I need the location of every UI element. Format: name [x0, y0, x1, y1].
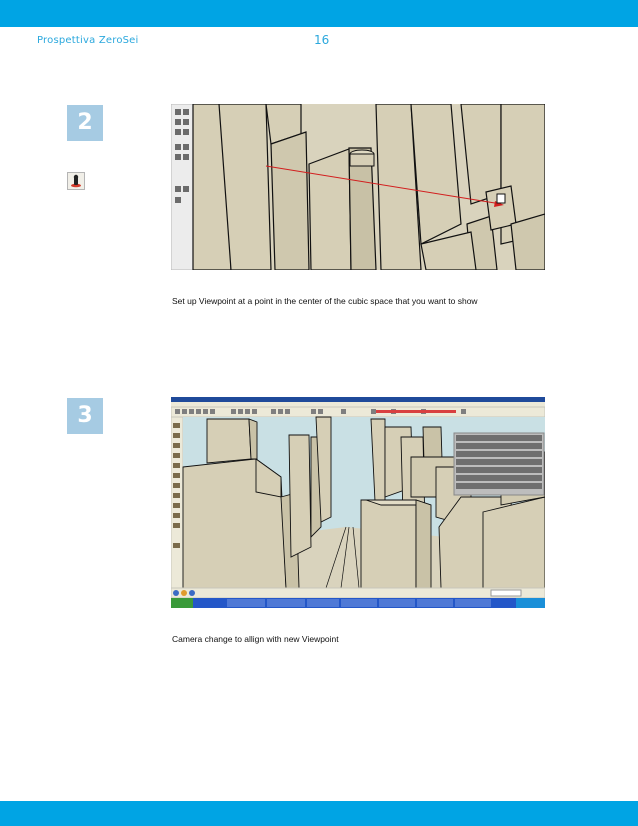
- viewpoint-screenshot: [171, 104, 545, 270]
- step-3-caption: Camera change to allign with new Viewpoint: [172, 634, 339, 644]
- top-banner: [0, 0, 638, 27]
- camera-screenshot: [171, 397, 545, 608]
- page-number: 16: [314, 33, 330, 47]
- step-2-badge: 2: [67, 105, 103, 141]
- bottom-banner: [0, 801, 638, 826]
- step-2-caption: Set up Viewpoint at a point in the center of the cubic space that you want to show: [172, 296, 478, 306]
- step-3-badge: 3: [67, 398, 103, 434]
- document-title: Prospettiva ZeroSei: [37, 35, 139, 46]
- position-camera-icon: [67, 172, 85, 190]
